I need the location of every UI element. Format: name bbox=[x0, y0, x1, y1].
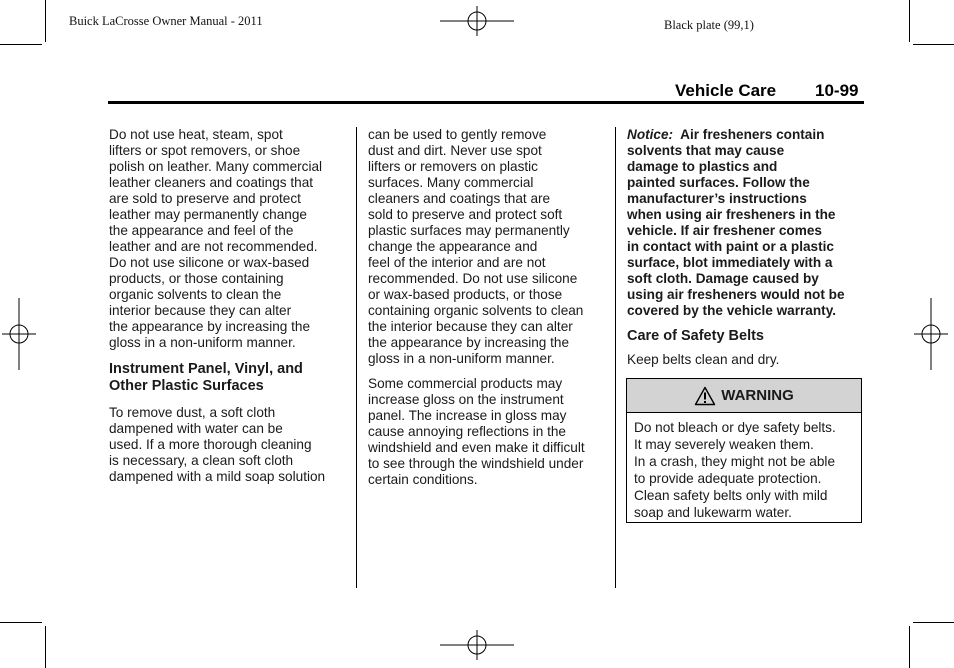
text-line: dampened with a mild soap solution bbox=[109, 469, 326, 484]
registration-mark-bottom bbox=[440, 630, 514, 660]
crop-mark bbox=[0, 622, 42, 623]
text-line: solvents that may cause bbox=[627, 143, 785, 158]
notice-block bbox=[627, 127, 867, 319]
text-line: the appearance and feel of the bbox=[109, 223, 294, 238]
warning-text bbox=[627, 413, 861, 521]
text-line: Some commercial products may bbox=[368, 376, 563, 391]
text-line: the appearance by increasing the bbox=[109, 319, 311, 334]
header-rule bbox=[108, 101, 864, 104]
text-line: leather may permanently change bbox=[109, 207, 307, 222]
text-line: certain conditions. bbox=[368, 472, 478, 487]
text-line: feel of the interior and are not bbox=[368, 255, 546, 270]
text-line: is necessary, a clean soft cloth bbox=[109, 453, 294, 468]
crop-mark bbox=[909, 626, 910, 668]
text-line: windshield and even make it difficult bbox=[368, 440, 585, 455]
text-line: cause annoying reflections in the bbox=[368, 424, 566, 439]
text-line: It may severely weaken them. bbox=[634, 437, 814, 452]
section-heading: Instrument Panel, Vinyl, and Other Plastic Surfaces bbox=[109, 361, 303, 394]
leather-care-paragraph bbox=[109, 127, 349, 351]
text-line: In a crash, they might not be able bbox=[634, 454, 836, 469]
text-line: leather cleaners and coatings that bbox=[109, 175, 314, 190]
text-line: To remove dust, a soft cloth bbox=[109, 405, 276, 420]
text-line: soft cloth. Damage caused by bbox=[627, 271, 819, 286]
text-line: damage to plastics and bbox=[627, 159, 778, 174]
column-2 bbox=[368, 127, 608, 488]
section-heading-safety-belts: Care of Safety Belts bbox=[627, 328, 764, 344]
text-line: surface, blot immediately with a bbox=[627, 255, 833, 270]
text-line: recommended. Do not use silicone bbox=[368, 271, 578, 286]
text-line: organic solvents to clean the bbox=[109, 287, 282, 302]
registration-mark-top bbox=[440, 6, 514, 36]
crop-mark bbox=[913, 44, 954, 45]
warning-box bbox=[626, 378, 862, 523]
text-line: dust and dirt. Never use spot bbox=[368, 143, 542, 158]
print-header-title: Buick LaCrosse Owner Manual - 2011 bbox=[69, 14, 263, 28]
text-line: to provide adequate protection. bbox=[634, 471, 822, 486]
text-line: used. If a more thorough cleaning bbox=[109, 437, 312, 452]
text-line: panel. The increase in gloss may bbox=[368, 408, 567, 423]
text-line: painted surfaces. Follow the bbox=[627, 175, 810, 190]
text-line: Do not use heat, steam, spot bbox=[109, 127, 283, 142]
text-line: dampened with water can be bbox=[109, 421, 283, 436]
text-line: manufacturer’s instructions bbox=[627, 191, 807, 206]
print-header-plate: Black plate (99,1) bbox=[664, 18, 754, 32]
text-line: soap and lukewarm water. bbox=[634, 505, 792, 520]
text-line: Clean safety belts only with mild bbox=[634, 488, 828, 503]
column-divider bbox=[356, 127, 357, 588]
column-divider bbox=[615, 127, 616, 588]
safety-belt-paragraph: Keep belts clean and dry. bbox=[627, 352, 780, 367]
warning-header bbox=[627, 379, 861, 413]
gloss-reflection-paragraph bbox=[368, 376, 608, 488]
text-line: lifters or spot removers, or shoe bbox=[109, 143, 301, 158]
text-line: containing organic solvents to clean bbox=[368, 303, 584, 318]
text-line: in contact with paint or a plastic bbox=[627, 239, 834, 254]
text-line: change the appearance and bbox=[368, 239, 538, 254]
text-line: can be used to gently remove bbox=[368, 127, 547, 142]
text-line: increase gloss on the instrument bbox=[368, 392, 564, 407]
registration-mark-right bbox=[914, 298, 948, 370]
text-line: the appearance by increasing the bbox=[368, 335, 570, 350]
text-line: interior because they can alter bbox=[109, 303, 292, 318]
crop-mark bbox=[45, 0, 46, 42]
text-line: leather and are not recommended. bbox=[109, 239, 318, 254]
text-line: are sold to preserve and protect bbox=[109, 191, 301, 206]
text-line: sold to preserve and protect soft bbox=[368, 207, 563, 222]
text-line: to see through the windshield under bbox=[368, 456, 584, 471]
notice-label: Notice: bbox=[627, 127, 674, 142]
text-line: cleaners and coatings that are bbox=[368, 191, 551, 206]
text-line: using air fresheners would not be bbox=[627, 287, 845, 302]
text-line: Do not use silicone or wax-based bbox=[109, 255, 310, 270]
text-line: or wax-based products, or those bbox=[368, 287, 563, 302]
text-line: vehicle. If air freshener comes bbox=[627, 223, 822, 238]
text-line: lifters or removers on plastic bbox=[368, 159, 538, 174]
plastic-care-paragraph bbox=[368, 127, 608, 367]
text-line: plastic surfaces may permanently bbox=[368, 223, 570, 238]
text-line: gloss in a non-uniform manner. bbox=[109, 335, 296, 350]
page-number: 10-99 bbox=[815, 81, 859, 100]
warning-title: WARNING bbox=[721, 387, 794, 404]
registration-mark-left bbox=[2, 298, 36, 370]
column-1 bbox=[109, 127, 349, 485]
warning-exclamation-icon bbox=[694, 386, 716, 406]
text-line: gloss in a non-uniform manner. bbox=[368, 351, 555, 366]
text-line: surfaces. Many commercial bbox=[368, 175, 534, 190]
text-line: products, or those containing bbox=[109, 271, 284, 286]
crop-mark bbox=[0, 44, 42, 45]
notice-first-line bbox=[627, 127, 867, 143]
text-line: covered by the vehicle warranty. bbox=[627, 303, 837, 318]
text-line: when using air fresheners in the bbox=[627, 207, 836, 222]
text-line: Air fresheners contain bbox=[680, 127, 825, 142]
crop-mark bbox=[45, 626, 46, 668]
crop-mark bbox=[909, 0, 910, 42]
crop-mark bbox=[913, 622, 954, 623]
text-line: Do not bleach or dye safety belts. bbox=[634, 420, 836, 435]
text-line: polish on leather. Many commercial bbox=[109, 159, 323, 174]
section-title: Vehicle Care bbox=[675, 81, 777, 100]
text-line: the interior because they can alter bbox=[368, 319, 573, 334]
dust-removal-paragraph bbox=[109, 405, 349, 485]
